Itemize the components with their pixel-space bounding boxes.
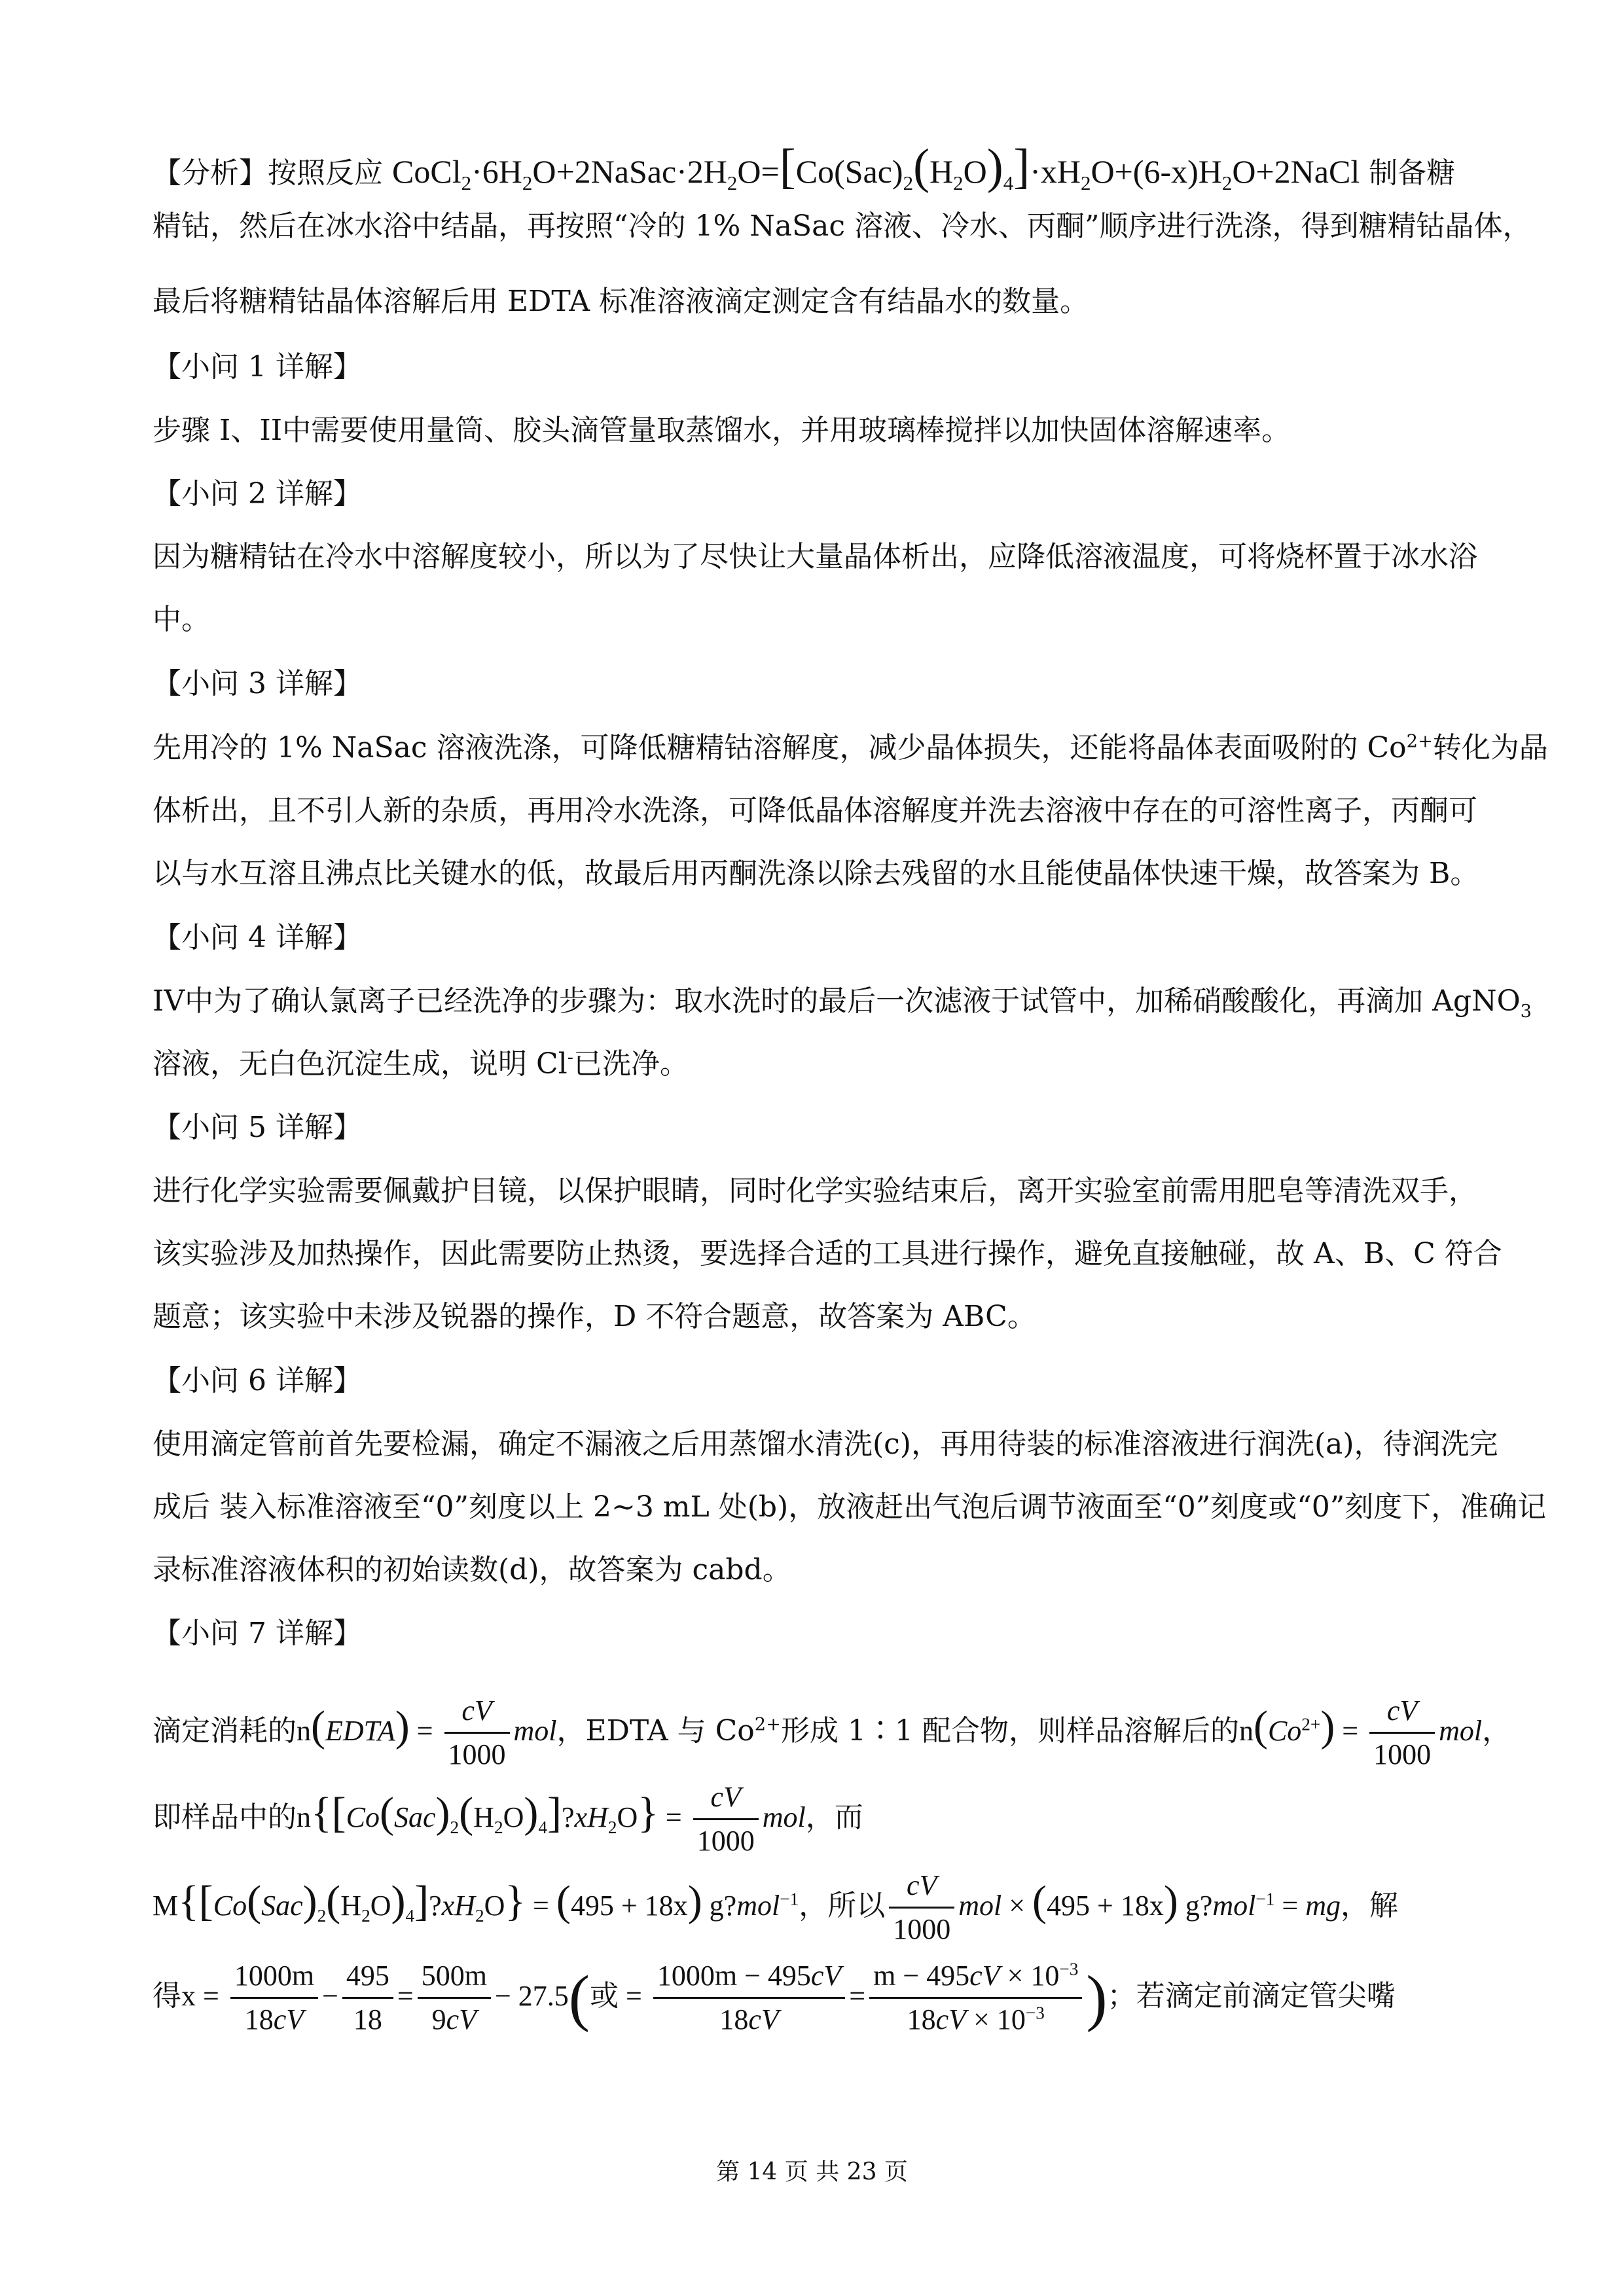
analysis-label: 【分析】 <box>153 156 268 190</box>
reaction-equation: $CoCl_2\cdot 6H_2O+2NaSac\cdot 2H_2O=[Co(Sac)_2(H_2O)_4]\cdot xH_2O+(6-x)H_2O+2NaCl$ <box>392 139 1360 194</box>
q1-heading: 【小问 1 详解】 <box>153 350 362 384</box>
page-footer: 第 14 页 共 23 页 <box>716 2159 908 2185</box>
fraction-cv-1000: $\frac{cV}{1000}$ <box>889 1865 954 1950</box>
q3-line-1: 先用冷的 1% NaSac 溶液洗涤，可降低糖精钴溶解度，减少晶体损失，还能将晶体表面吸附的 $Co^{2+}$转化为晶 <box>153 731 1548 764</box>
q6-heading: 【小问 6 详解】 <box>153 1364 362 1397</box>
q6-line-2: 成后 装入标准溶液至“0”刻度以上 2~3 mL 处(b)，放液赶出气泡后调节液面至“0”刻度或“0”刻度下，准确记 <box>153 1490 1547 1524</box>
q7-line-1: 滴定消耗的n(EDTA) = $\frac{cV}{1000}$ mol，EDTA 与 $Co^{2+}$形成 1∶1 配合物，则样品溶解后的$n(Co^{2+})$ = $\frac{cV}{1000}$ mol， <box>153 1681 1481 1772</box>
q3-line-2: 体析出，且不引人新的杂质，再用冷水洗涤，可降低晶体溶解度并洗去溶液中存在的可溶性离子，丙酮可 <box>153 794 1477 827</box>
q3-heading: 【小问 3 详解】 <box>153 667 362 700</box>
q7-line-2: 即样品中的$n\{[Co(Sac)_2(H_2O)_4]?xH_2O\}$ = $\frac{cV}{1000}$ mol，而 <box>153 1767 1481 1859</box>
fraction-cv-1000: $\frac{cV}{1000}$ <box>444 1690 510 1776</box>
q7-line-4: 得x = $\frac{1000m}{18cV}$ − $\frac{495}{18}$ = $\frac{500m}{9cV}$ − 27.5(或 = $\frac{1000m - 495cV}{18cV}$ = $\frac{m - 495cV \times 10^{-3}}{18cV \times 10^{-3}}$ )；若滴定前滴定管尖嘴 <box>153 1941 1481 2052</box>
q7-heading: 【小问 7 详解】 <box>153 1617 362 1650</box>
q6-line-3: 录标准溶液体积的初始读数(d)，故答案为 cabd。 <box>153 1553 791 1587</box>
q2-heading: 【小问 2 详解】 <box>153 477 362 511</box>
q4-heading: 【小问 4 详解】 <box>153 921 362 954</box>
q4-line-2: 溶液，无白色沉淀生成，说明 Cl-已洗净。 <box>153 1047 689 1081</box>
analysis-line-1: 【分析】按照反应 $CoCl_2\cdot 6H_2O+2NaSac\cdot 2H_2O=[Co(Sac)_2(H_2O)_4]\cdot xH_2O+(6-x)H_2O+2NaCl$ 制备糖 <box>153 139 1456 194</box>
q1-text: 步骤 I、II中需要使用量筒、胶头滴管量取蒸馏水，并用玻璃棒搅拌以加快固体溶解速率。 <box>153 414 1291 447</box>
q5-line-3: 题意；该实验中未涉及锐器的操作，D 不符合题意，故答案为 ABC。 <box>153 1300 1036 1333</box>
analysis-line-3: 最后将糖精钴晶体溶解后用 EDTA 标准溶液滴定测定含有结晶水的数量。 <box>153 285 1089 318</box>
q5-line-2: 该实验涉及加热操作，因此需要防止热烫，要选择合适的工具进行操作，避免直接触碰，故 A、B、C 符合 <box>153 1237 1502 1270</box>
analysis-line-2: 精钴，然后在冰水浴中结晶，再按照“冷的 1% NaSac 溶液、冷水、丙酮”顺序进行洗涤，得到糖精钴晶体， <box>153 209 1532 243</box>
q2-line-2: 中。 <box>153 603 210 636</box>
q5-heading: 【小问 5 详解】 <box>153 1111 362 1144</box>
q2-line-1: 因为糖精钴在冷水中溶解度较小，所以为了尽快让大量晶体析出，应降低溶液温度，可将烧杯置于冰水浴 <box>153 540 1477 573</box>
q7-line-3: $M\{[Co(Sac)_2(H_2O)_4]?xH_2O\} = (495 + 18x)$ g?mol$^{-1}$，所以 $\frac{cV}{1000}$ mol × (495 + 18x) g?mol$^{-1}$ = mg，解 <box>153 1856 1481 1947</box>
q6-line-1: 使用滴定管前首先要检漏，确定不漏液之后用蒸馏水清洗(c)，再用待装的标准溶液进行润洗(a)，待润洗完 <box>153 1427 1498 1461</box>
fraction-cv-1000: $\frac{cV}{1000}$ <box>693 1776 759 1862</box>
q5-line-1: 进行化学实验需要佩戴护目镜，以保护眼睛，同时化学实验结束后，离开实验室前需用肥皂等清洗双手， <box>153 1174 1477 1208</box>
q3-line-3: 以与水互溶且沸点比关键水的低，故最后用丙酮洗涤以除去残留的水且能使晶体快速干燥，故答案为 B。 <box>153 857 1479 890</box>
fraction-cv-1000: $\frac{cV}{1000}$ <box>1369 1690 1435 1776</box>
q4-line-1: IV中为了确认氯离子已经洗净的步骤为：取水洗时的最后一次滤液于试管中，加稀硝酸酸化，再滴加 AgNO$_3$ <box>153 984 1532 1022</box>
